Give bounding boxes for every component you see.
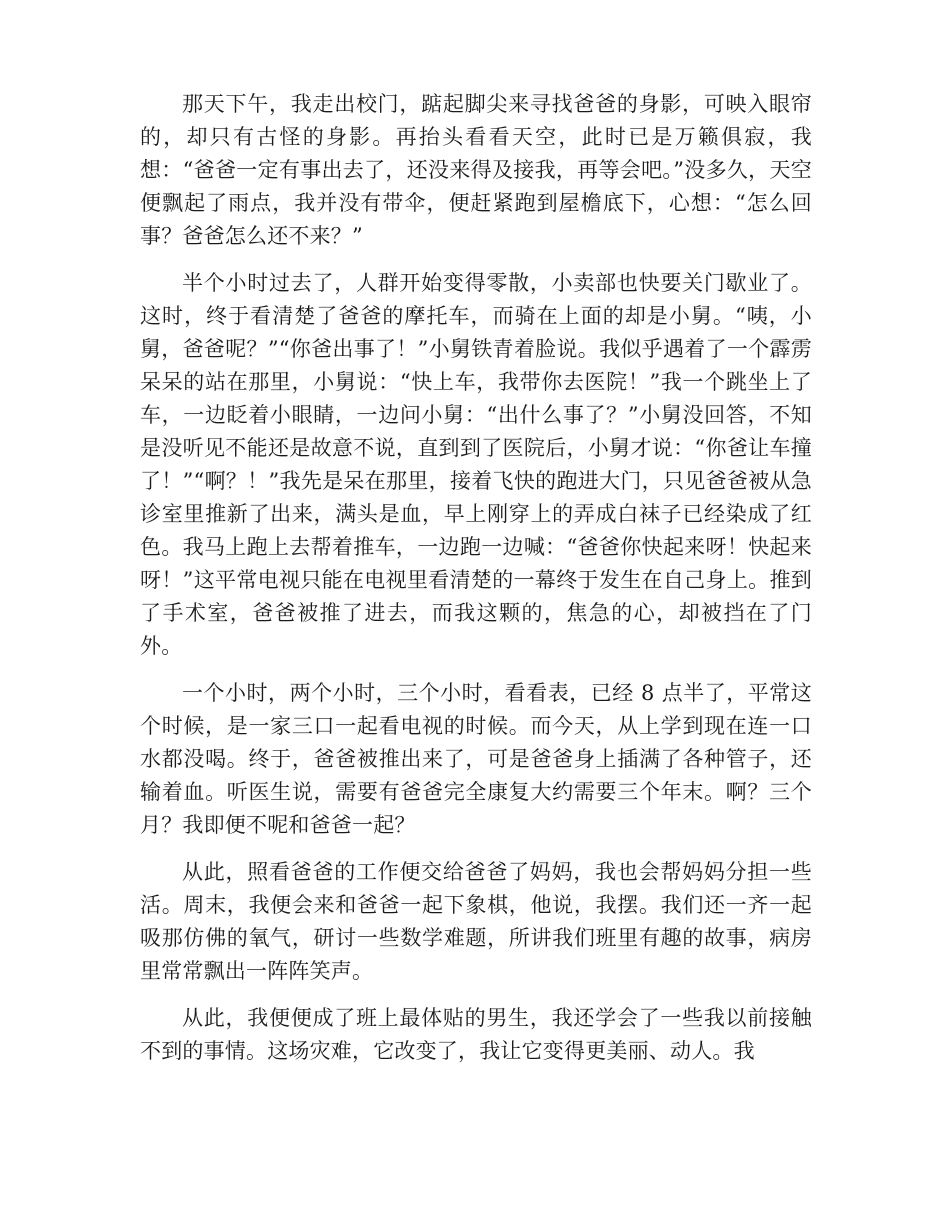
document-body [140,88,812,1082]
paragraph-5: 从此，我便便成了班上最体贴的男生，我还学会了一些我以前接触不到的事情。这场灾难，它改变了，我让它变得更美丽、动人。我 [140,1006,812,1063]
paragraph-2: 半个小时过去了，人群开始变得零散，小卖部也快要关门歇业了。这时，终于看清楚了爸爸的摩托车，而骑在上面的却是小舅。“咦，小舅，爸爸呢？”“你爸出事了！”小舅铁青着脸说。我似乎遇着了一个霹雳呆呆的站在那里，小舅说：“快上车，我带你去医院！”我一个跳坐上了车，一边眨着小眼睛，一边问小舅：“出什么事了？”小舅没回答，不知是没听见不能还是故意不说，直到到了医院后，小舅才说：“你爸让车撞了！”“啊？！”我先是呆在那里，接着飞快的跑进大门，只见爸爸被从急诊室里推新了出来，满头是血，早上刚穿上的弄成白袜子已经染成了红色。我马上跑上去帮着推车，一边跑一边喊：“爸爸你快起来呀！快起来呀！”这平常电视只能在电视里看清楚的一幕终于发生在自己身上。推到了手术室，爸爸被推了进去，而我这颗的，焦急的心，却被挡在了门外。 [140,271,812,658]
paragraph-4: 从此，照看爸爸的工作便交给爸爸了妈妈，我也会帮妈妈分担一些活。周末，我便会来和爸爸一起下象棋，他说，我摆。我们还一齐一起吸那仿佛的氧气，研讨一些数学难题，所讲我们班里有趣的故事，病房里常常飘出一阵阵笑声。 [140,860,812,983]
paragraph-1: 那天下午，我走出校门，踮起脚尖来寻找爸爸的身影，可映入眼帘的，却只有古怪的身影。再抬头看看天空，此时已是万籁俱寂，我想：“爸爸一定有事出去了，还没来得及接我，再等会吧。”没多久，天空便飘起了雨点，我并没有带伞，便赶紧跑到屋檐底下，心想：“怎么回事？爸爸怎么还不来？” [140,92,812,248]
paragraph-3: 一个小时，两个小时，三个小时，看看表，已经 8 点半了，平常这个时候，是一家三口一起看电视的时候。而今天，从上学到现在连一口水都没喝。终于，爸爸被推出来了，可是爸爸身上插满了各种管子，还输着血。听医生说，需要有爸爸完全康复大约需要三个年末。啊？三个月？我即便不呢和爸爸一起？ [140,681,812,837]
